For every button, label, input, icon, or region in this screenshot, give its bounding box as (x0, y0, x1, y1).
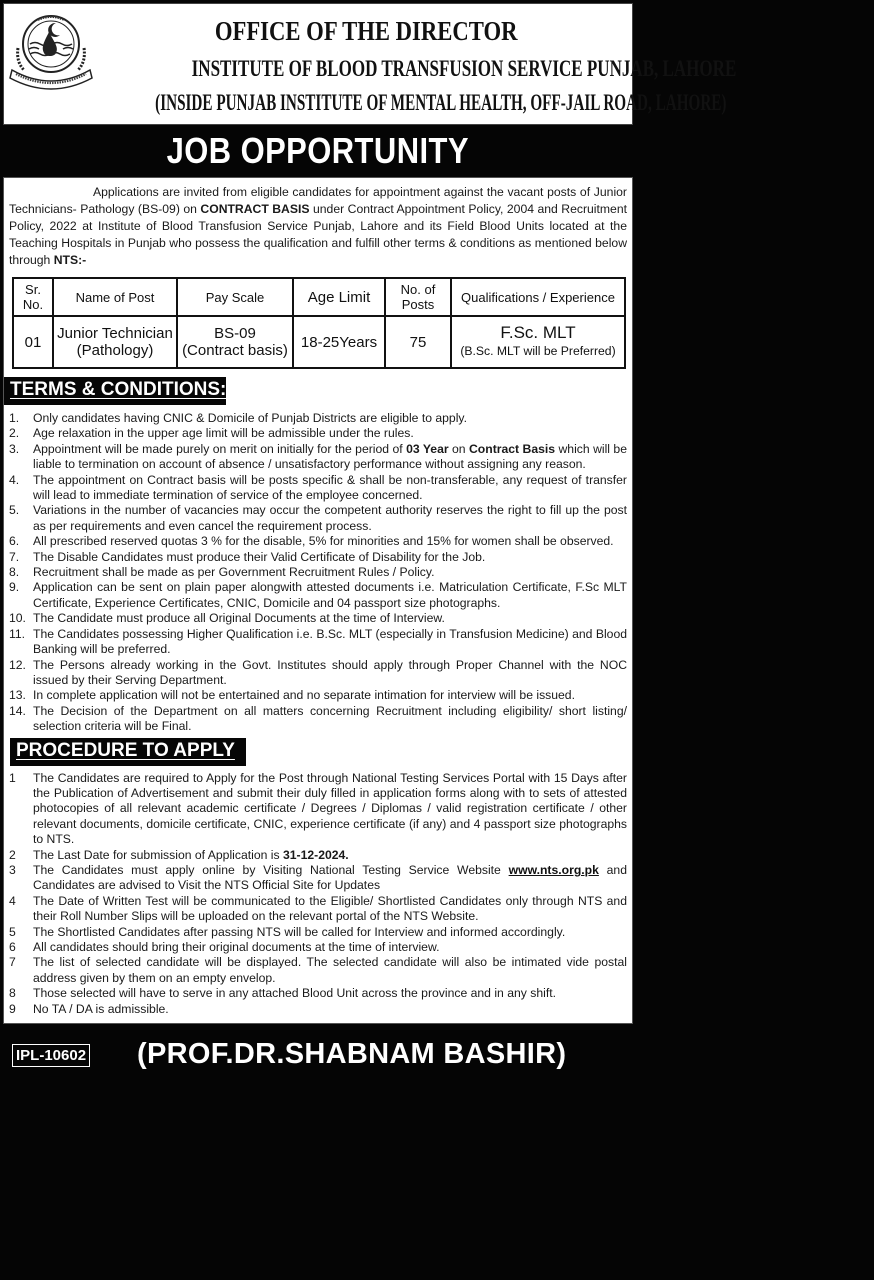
cell-post-name (53, 316, 177, 368)
item-number: 7. (9, 549, 20, 564)
list-item (9, 473, 627, 504)
item-number: 4 (9, 893, 16, 908)
vacancy-table (12, 277, 626, 369)
item-number: 2 (9, 847, 16, 862)
pay-scale-basis: (Contract basis) (182, 342, 288, 359)
item-text: The Shortlisted Candidates after passing NTS will be called for Interview and informed accordingly. (33, 924, 566, 939)
list-item (9, 863, 627, 894)
list-item (9, 955, 627, 986)
item-number: 9 (9, 1001, 16, 1016)
header-office-title: OFFICE OF THE DIRECTOR (214, 16, 518, 46)
footer (0, 1024, 636, 1084)
item-number: 3. (9, 441, 20, 456)
list-item (9, 565, 627, 580)
procedure-heading (10, 738, 246, 766)
intro-paragraph (9, 184, 627, 269)
letterhead (3, 3, 737, 125)
item-number: 4. (9, 472, 20, 487)
col-header-pay-scale: Pay Scale (177, 278, 293, 316)
terms-title-text: TERMS & CONDITIONS:- (10, 379, 233, 400)
header-office-title-row (100, 14, 632, 48)
item-bold-duration: 03 Year (406, 441, 449, 456)
item-text: The Persons already working in the Govt. Institutes should apply through Proper Channel with the NOC issued by their Serving Department. (33, 657, 627, 687)
terms-conditions-heading (4, 377, 233, 405)
item-number: 13. (9, 688, 26, 703)
list-item (9, 848, 627, 863)
item-number: 9. (9, 580, 20, 595)
qualification-required: F.Sc. MLT (500, 323, 576, 342)
item-number: 6 (9, 940, 16, 954)
pay-scale-grade: BS-09 (214, 325, 256, 342)
header-address: (INSIDE PUNJAB INSTITUTE OF MENTAL HEALTH, OFF-JAIL ROAD, LAHORE) (155, 90, 727, 115)
list-item (9, 411, 627, 426)
table-row (13, 316, 625, 368)
safe-blood-seal-logo (8, 8, 94, 94)
list-item (9, 704, 627, 735)
item-text: The appointment on Contract basis will be posts specific & shall be non-transferable, any request of transfer will lead to immediate termination of service of the employee concerned. (33, 472, 627, 503)
item-text: Recruitment shall be made as per Government Recruitment Rules / Policy. (33, 565, 435, 580)
list-item (9, 658, 627, 689)
item-text: Application can be sent on plain paper alongwith attested documents i.e. Matriculation Certificate, F.Sc MLT Certificate, Experience Certificates, CNIC, Domicile and 04 passport size photographs. (33, 580, 627, 610)
list-item (9, 550, 627, 565)
item-text: Only candidates having CNIC & Domicile of Punjab Districts are eligible to apply. (33, 411, 467, 425)
item-number: 7 (9, 955, 16, 970)
cell-pay-scale (177, 316, 293, 368)
signatory-name: (PROF.DR.SHABNAM BASHIR) (137, 1038, 567, 1071)
intro-text-2: under Contract Appointment Policy, 2004 and Recruitment Policy, 2022 at Institute of Blood Transfusion Service Punjab, Lahore and its Field Blood Units located at the Teaching Hospitals in Punjab who possess the qualification and fulfill other terms & conditions as mentioned below through (9, 202, 627, 267)
list-item (9, 925, 627, 940)
cell-age-limit: 18-25Years (293, 316, 385, 368)
post-title: Junior Technician (57, 325, 173, 342)
post-department: (Pathology) (76, 342, 154, 359)
terms-list (9, 411, 627, 735)
list-item (9, 688, 627, 703)
item-text: The Last Date for submission of Application is (33, 847, 283, 862)
item-number: 1 (9, 770, 16, 785)
item-text: The Decision of the Department on all matters concerning Recruitment including eligibility/ short listing/ selection criteria will be Final. (33, 703, 627, 734)
intro-text-1: Applications are invited from eligible candidates for appointment against the vacant posts of Junior Technicians- Pathology (BS-09) on (9, 185, 627, 216)
item-text: The Date of Written Test will be communicated to the Eligible/ Shortlisted Candidates only through NTS and their Roll Number Slips will be uploaded on the relevant portal of the NTS Website. (33, 893, 627, 924)
list-item (9, 611, 627, 626)
item-number: 8. (9, 565, 20, 580)
item-text: The Candidates are required to Apply for the Post through National Testing Services Portal with 15 Days after the Publication of Advertisement and submit their duly filled in application forms along with to sets of attested photocopies of all relevant academic certificate / Degrees / Diplomas / valid registration certificate / other relevant documents, domicile certificate, CNIC, experience certificate (if any) and 4 passport size photographs to NTS. (33, 770, 627, 847)
qualification-preferred: (B.Sc. MLT will be Preferred) (460, 344, 616, 358)
item-number: 2. (9, 426, 20, 441)
header-address-row (8, 88, 727, 118)
item-text: The list of selected candidate will be displayed. The selected candidate will also be intimated vide postal address given by them on an empty envelop. (33, 955, 627, 985)
item-text: All prescribed reserved quotas 3 % for the disable, 5% for minorities and 15% for women shall be observed. (33, 534, 614, 549)
list-item (9, 426, 627, 441)
item-text: No TA / DA is admissible. (33, 1001, 169, 1016)
table-header-row (13, 278, 625, 316)
intro-nts: NTS:- (53, 253, 87, 267)
item-text: Appointment will be made purely on merit on initially for the period of (33, 441, 407, 456)
item-number: 8 (9, 986, 16, 1001)
intro-contract-basis: CONTRACT BASIS (200, 202, 310, 216)
item-number: 6. (9, 534, 20, 549)
item-text: Variations in the number of vacancies may occur the competent authority reserves the right to fill up the post as per requirements and even cancel the requirement process. (33, 503, 627, 533)
last-date: 31-12-2024. (282, 847, 349, 862)
item-text: which will be liable to termination on account of absence / unsatisfactory performance without assigning any reason. (33, 441, 627, 472)
item-number: 5 (9, 924, 16, 939)
item-text: All candidates should bring their original documents at the time of interview. (33, 940, 440, 954)
item-text: and Candidates are advised to Visit the NTS Official Site for Updates (33, 862, 627, 893)
col-header-no-of-posts: No. of Posts (385, 278, 451, 316)
banner-title: JOB OPPORTUNITY (166, 130, 470, 171)
item-text: The Disable Candidates must produce their Valid Certificate of Disability for the Job. (33, 549, 486, 564)
item-text: The Candidates possessing Higher Qualification i.e. B.Sc. MLT (especially in Transfusion Medicine) and Blood Banking will be preferred. (33, 626, 627, 657)
item-number: 5. (9, 503, 20, 518)
job-opportunity-banner (0, 125, 636, 177)
col-header-age-limit: Age Limit (293, 278, 385, 316)
list-item (9, 442, 627, 473)
list-item (9, 580, 627, 611)
col-header-name-of-post: Name of Post (53, 278, 177, 316)
cell-no-of-posts: 75 (385, 316, 451, 368)
item-number: 1. (9, 411, 20, 425)
procedure-title-text: PROCEDURE TO APPLY (16, 739, 235, 761)
list-item (9, 1002, 627, 1017)
item-text: Those selected will have to serve in any attached Blood Unit across the province and in any shift. (33, 986, 556, 1001)
item-number: 3 (9, 862, 16, 877)
advertisement-body (3, 177, 633, 1024)
item-number: 10. (9, 611, 26, 626)
item-number: 12. (9, 657, 26, 672)
list-item (9, 940, 627, 955)
col-header-qualifications: Qualifications / Experience (451, 278, 625, 316)
item-text: The Candidates must apply online by Visiting National Testing Service Website (33, 862, 509, 877)
ipl-code-badge: IPL-10602 (12, 1044, 90, 1067)
cell-sr-no: 01 (13, 316, 53, 368)
list-item (9, 771, 627, 848)
list-item (9, 894, 627, 925)
item-number: 11. (9, 626, 26, 641)
item-number: 14. (9, 703, 26, 718)
list-item (9, 627, 627, 658)
procedure-list (9, 771, 627, 1018)
header-institute-name-row (96, 54, 737, 84)
item-text: on (448, 441, 469, 456)
list-item (9, 534, 627, 549)
item-bold-contract: Contract Basis (469, 441, 556, 456)
item-text: In complete application will not be entertained and no separate intimation for interview will be issued. (33, 688, 575, 703)
list-item (9, 986, 627, 1001)
item-text: Age relaxation in the upper age limit will be admissible under the rules. (33, 426, 414, 441)
list-item (9, 503, 627, 534)
header-institute-name: INSTITUTE OF BLOOD TRANSFUSION SERVICE PUNJAB, LAHORE (191, 56, 737, 81)
cell-qualifications (451, 316, 625, 368)
col-header-sr-no: Sr. No. (13, 278, 53, 316)
nts-website-link[interactable]: www.nts.org.pk (508, 862, 599, 877)
item-text: The Candidate must produce all Original Documents at the time of Interview. (33, 611, 445, 626)
